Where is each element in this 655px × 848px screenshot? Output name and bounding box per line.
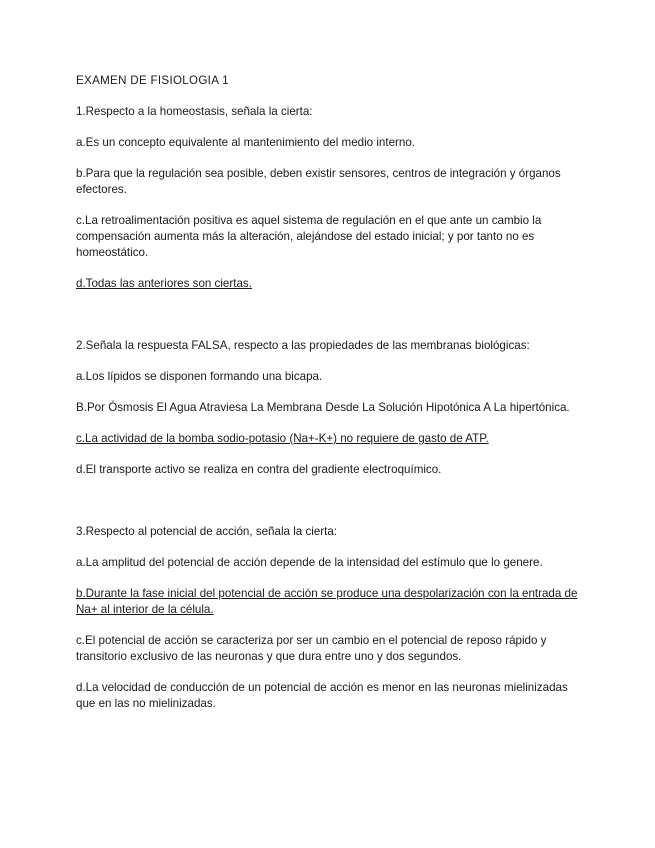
question-3-option-b: b.Durante la fase inicial del potencial de acción se produce una despolarización con la entrada de Na+ al interior de la célula. xyxy=(76,587,578,616)
question-2-option-a: a.Los lípidos se disponen formando una bicapa. xyxy=(76,370,323,383)
question-1-option-a: a.Es un concepto equivalente al mantenimiento del medio interno. xyxy=(76,136,416,149)
spacer xyxy=(76,493,586,524)
question-3-option-d: d.La velocidad de conducción de un potencial de acción es menor en las neuronas mielinizadas que en las no mielinizadas. xyxy=(76,681,568,710)
question-1 xyxy=(76,104,586,292)
question-3-option-a: a.La amplitud del potencial de acción depende de la intensidad del estímulo que lo genere. xyxy=(76,556,543,569)
question-1-option-d: d.Todas las anteriores son ciertas. xyxy=(76,277,252,290)
question-3-option-c: c.El potencial de acción se caracteriza por ser un cambio en el potencial de reposo rápido y transitorio exclusivo de las neuronas y que dura entre uno y dos segundos. xyxy=(76,634,547,663)
question-1-option-c: c.La retroalimentación positiva es aquel sistema de regulación en el que ante un cambio la compensación aumenta más la alteración, alejándose del estado inicial; y por tanto no es homeostático. xyxy=(76,214,542,259)
question-2-option-c: c.La actividad de la bomba sodio-potasio (Na+-K+) no requiere de gasto de ATP. xyxy=(76,432,489,445)
question-2-option-b: B.Por Ósmosis El Agua Atraviesa La Membrana Desde La Solución Hipotónica A La hipertónica. xyxy=(76,401,570,414)
question-1-option-b: b.Para que la regulación sea posible, deben existir sensores, centros de integración y órganos efectores. xyxy=(76,167,561,196)
exam-title: EXAMEN DE FISIOLOGIA 1 xyxy=(76,74,229,87)
question-3-text: 3.Respecto al potencial de acción, señala la cierta: xyxy=(76,525,338,538)
question-1-text: 1.Respecto a la homeostasis, señala la cierta: xyxy=(76,105,313,118)
question-3 xyxy=(76,524,586,712)
question-2 xyxy=(76,338,586,478)
spacer xyxy=(76,307,586,338)
question-2-text: 2.Señala la respuesta FALSA, respecto a las propiedades de las membranas biológicas: xyxy=(76,339,530,352)
question-2-option-d: d.El transporte activo se realiza en contra del gradiente electroquímico. xyxy=(76,463,442,476)
exam-page xyxy=(76,73,586,727)
